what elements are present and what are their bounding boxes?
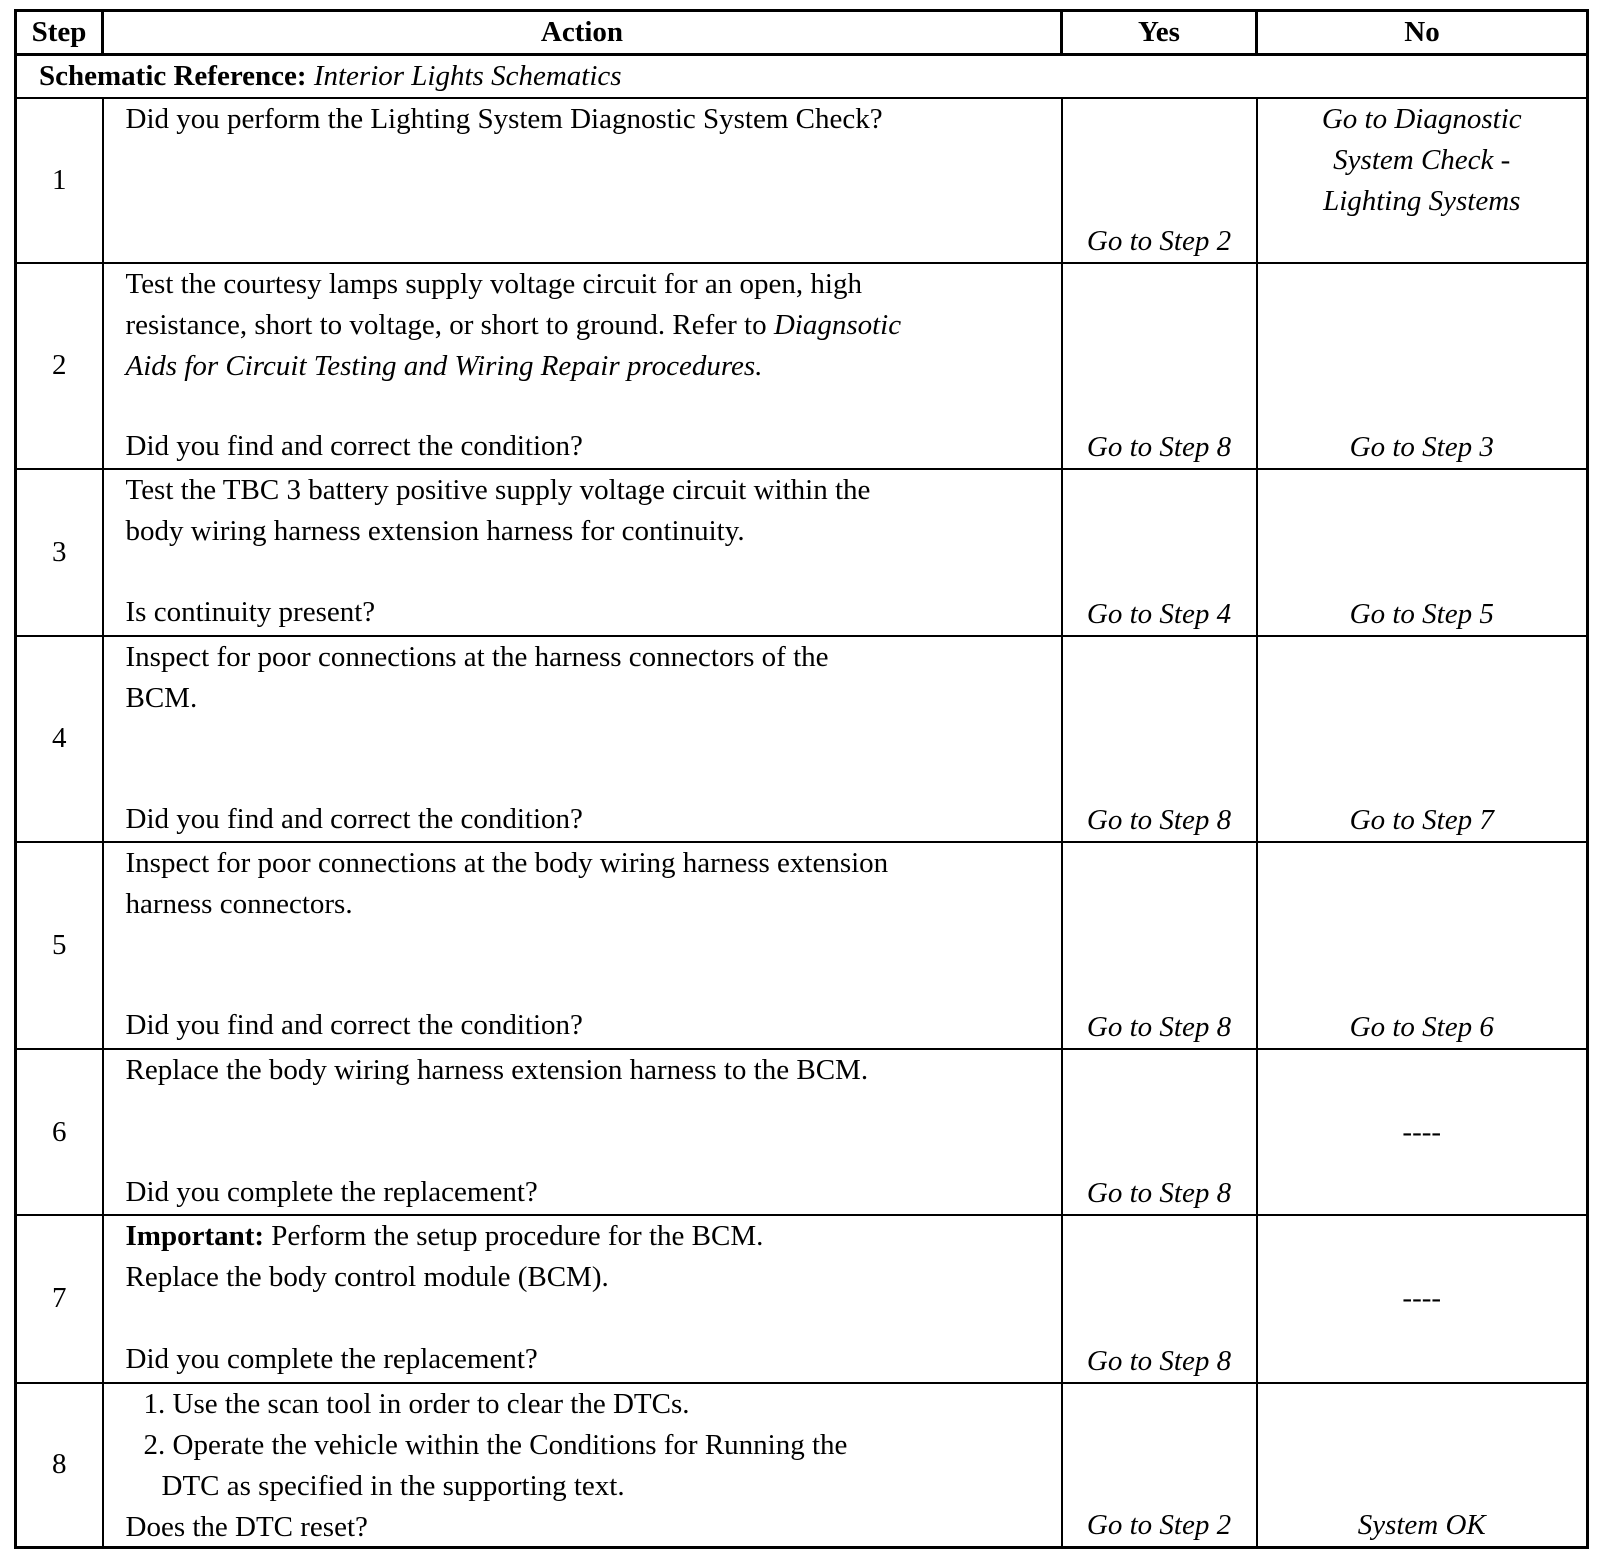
action-question: Did you find and correct the condition?	[125, 802, 583, 835]
action-question: Is continuity present?	[125, 596, 376, 629]
important-label: Important:	[125, 1220, 265, 1253]
action-reference[interactable]: Diagnsotic Aids for Circuit Testing and Wiring Repair procedures.	[125, 308, 902, 382]
no-cell[interactable]: Go to Step 7	[1257, 636, 1588, 843]
header-step: Step	[16, 11, 103, 55]
table-row	[16, 1215, 1588, 1382]
action-question: Did you find and correct the condition?	[125, 429, 583, 462]
action-cell	[103, 263, 1062, 470]
schematic-reference-row	[16, 55, 1588, 99]
step-number: 3	[16, 469, 103, 635]
step-number: 8	[16, 1383, 103, 1548]
header-yes: Yes	[1062, 11, 1257, 55]
no-cell: System OK	[1257, 1383, 1588, 1548]
action-question: Does the DTC reset?	[125, 1510, 368, 1543]
action-cell	[103, 469, 1062, 635]
step-number: 5	[16, 842, 103, 1049]
action-text: Replace the body wiring harness extension harness to the BCM.	[125, 1053, 869, 1086]
action-text: Inspect for poor connections at the harness connectors of the BCM.	[125, 640, 829, 714]
schematic-reference	[16, 55, 1588, 99]
action-text: Test the TBC 3 battery positive supply voltage circuit within the body wiring harness extension harness for continuity.	[125, 474, 871, 548]
yes-cell[interactable]: Go to Step 8	[1062, 1215, 1257, 1382]
action-question: Did you complete the replacement?	[125, 1175, 538, 1208]
step-number: 2	[16, 263, 103, 470]
action-cell	[103, 636, 1062, 843]
action-cell	[103, 1383, 1062, 1548]
action-text	[126, 1216, 1055, 1298]
yes-cell[interactable]: Go to Step 8	[1062, 263, 1257, 470]
table-row	[16, 98, 1588, 262]
action-question: Did you find and correct the condition?	[125, 1009, 583, 1042]
important-text: Perform the setup procedure for the BCM.	[264, 1220, 764, 1253]
table-row	[16, 1049, 1588, 1215]
table-row	[16, 469, 1588, 635]
step-number: 1	[16, 98, 103, 262]
action-instruction: Replace the body control module (BCM).	[125, 1261, 609, 1294]
list-item: 2. Operate the vehicle within the Conditions for Running the	[143, 1428, 848, 1461]
table-row	[16, 1383, 1588, 1548]
action-text: Inspect for poor connections at the body wiring harness extension harness connectors.	[125, 847, 889, 921]
yes-cell[interactable]: Go to Step 4	[1062, 469, 1257, 635]
no-cell: ----	[1257, 1049, 1588, 1215]
step-number: 4	[16, 636, 103, 843]
action-cell	[103, 842, 1062, 1049]
list-item: 1. Use the scan tool in order to clear the DTCs.	[143, 1387, 690, 1420]
action-question: Did you complete the replacement?	[125, 1343, 538, 1376]
action-cell	[103, 1215, 1062, 1382]
step-number: 6	[16, 1049, 103, 1215]
action-cell	[103, 1049, 1062, 1215]
yes-cell[interactable]: Go to Step 2	[1062, 1383, 1257, 1548]
yes-cell[interactable]: Go to Step 2	[1062, 98, 1257, 262]
step-number: 7	[16, 1215, 103, 1382]
diagnostic-table	[14, 9, 1589, 1549]
header-row	[16, 11, 1588, 55]
action-list	[126, 1384, 1055, 1507]
no-cell[interactable]: Go to Step 6	[1257, 842, 1588, 1049]
list-item-continuation: DTC as specified in the supporting text.	[161, 1469, 625, 1502]
schematic-link[interactable]: Interior Lights Schematics	[313, 60, 622, 93]
no-cell: ----	[1257, 1215, 1588, 1382]
action-text	[126, 264, 956, 387]
no-cell[interactable]: Go to Step 3	[1257, 263, 1588, 470]
yes-cell[interactable]: Go to Step 8	[1062, 1049, 1257, 1215]
action-text-part: Test the courtesy lamps supply voltage circuit for an open, high resistance, short to voltage, or short to ground. Refer to	[125, 267, 862, 341]
header-action: Action	[103, 11, 1062, 55]
no-cell[interactable]: Go to Step 5	[1257, 469, 1588, 635]
action-cell	[103, 98, 1062, 262]
no-cell[interactable]: Go to Diagnostic System Check - Lighting Systems	[1257, 98, 1588, 262]
schematic-label: Schematic Reference:	[39, 60, 307, 93]
action-text: Did you perform the Lighting System Diagnostic System Check?	[125, 103, 883, 136]
yes-cell[interactable]: Go to Step 8	[1062, 842, 1257, 1049]
table-row	[16, 263, 1588, 470]
important-note	[126, 1216, 1055, 1257]
table-row	[16, 636, 1588, 843]
yes-cell[interactable]: Go to Step 8	[1062, 636, 1257, 843]
header-no: No	[1257, 11, 1588, 55]
table-row	[16, 842, 1588, 1049]
